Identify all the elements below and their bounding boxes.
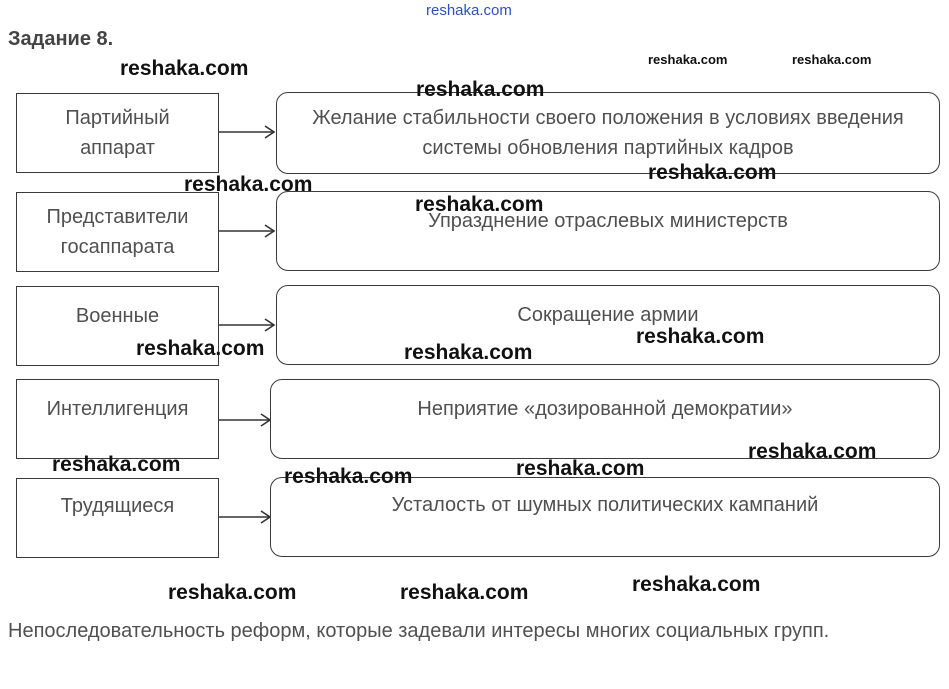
reason-label: Упразднение отраслевых министерств	[428, 210, 788, 232]
watermark: reshaka.com	[168, 581, 297, 604]
watermark: reshaka.com	[136, 337, 265, 360]
watermark: reshaka.com	[404, 341, 533, 364]
group-label: Представители госаппарата	[46, 206, 189, 258]
group-box-workers	[16, 478, 219, 558]
watermark: reshaka.com	[648, 161, 777, 184]
group-label: Интеллигенция	[46, 398, 189, 420]
watermark: reshaka.com	[632, 573, 761, 596]
reason-label: Желание стабильности своего положения в условиях введения системы обновления партийных кадров	[312, 107, 904, 159]
watermark: reshaka.com	[52, 453, 181, 476]
group-label: Военные	[75, 305, 160, 327]
arrow-icon	[219, 316, 279, 336]
arrow-icon	[219, 123, 279, 143]
watermark: reshaka.com	[426, 2, 512, 19]
group-label: Трудящиеся	[60, 495, 175, 517]
task-title: Задание 8.	[8, 28, 114, 50]
reason-label: Сокращение армии	[517, 304, 699, 326]
watermark: reshaka.com	[648, 52, 728, 67]
watermark: reshaka.com	[636, 325, 765, 348]
group-box-intelligentsia	[16, 379, 219, 459]
conclusion-text: Непоследовательность реформ, которые задевали интересы многих социальных групп.	[8, 620, 830, 642]
reason-box-party-apparatus	[276, 92, 940, 174]
arrow-icon	[219, 508, 275, 528]
watermark: reshaka.com	[184, 173, 313, 196]
reason-label: Неприятие «дозированной демократии»	[417, 398, 793, 420]
watermark: reshaka.com	[120, 57, 249, 80]
reason-box-state-apparatus	[276, 191, 940, 271]
watermark: reshaka.com	[415, 193, 544, 216]
arrow-icon	[219, 411, 275, 431]
watermark: reshaka.com	[748, 440, 877, 463]
group-label: Партийный аппарат	[65, 107, 170, 159]
group-box-state-apparatus	[16, 192, 219, 272]
arrow-icon	[219, 222, 279, 242]
group-box-party-apparatus	[16, 93, 219, 173]
watermark: reshaka.com	[516, 457, 645, 480]
watermark: reshaka.com	[416, 78, 545, 101]
reason-box-military	[276, 285, 940, 365]
watermark: reshaka.com	[400, 581, 529, 604]
watermark: reshaka.com	[284, 465, 413, 488]
reason-label: Усталость от шумных политических кампаний	[391, 494, 819, 516]
reason-box-workers	[270, 477, 940, 557]
watermark: reshaka.com	[792, 52, 872, 67]
